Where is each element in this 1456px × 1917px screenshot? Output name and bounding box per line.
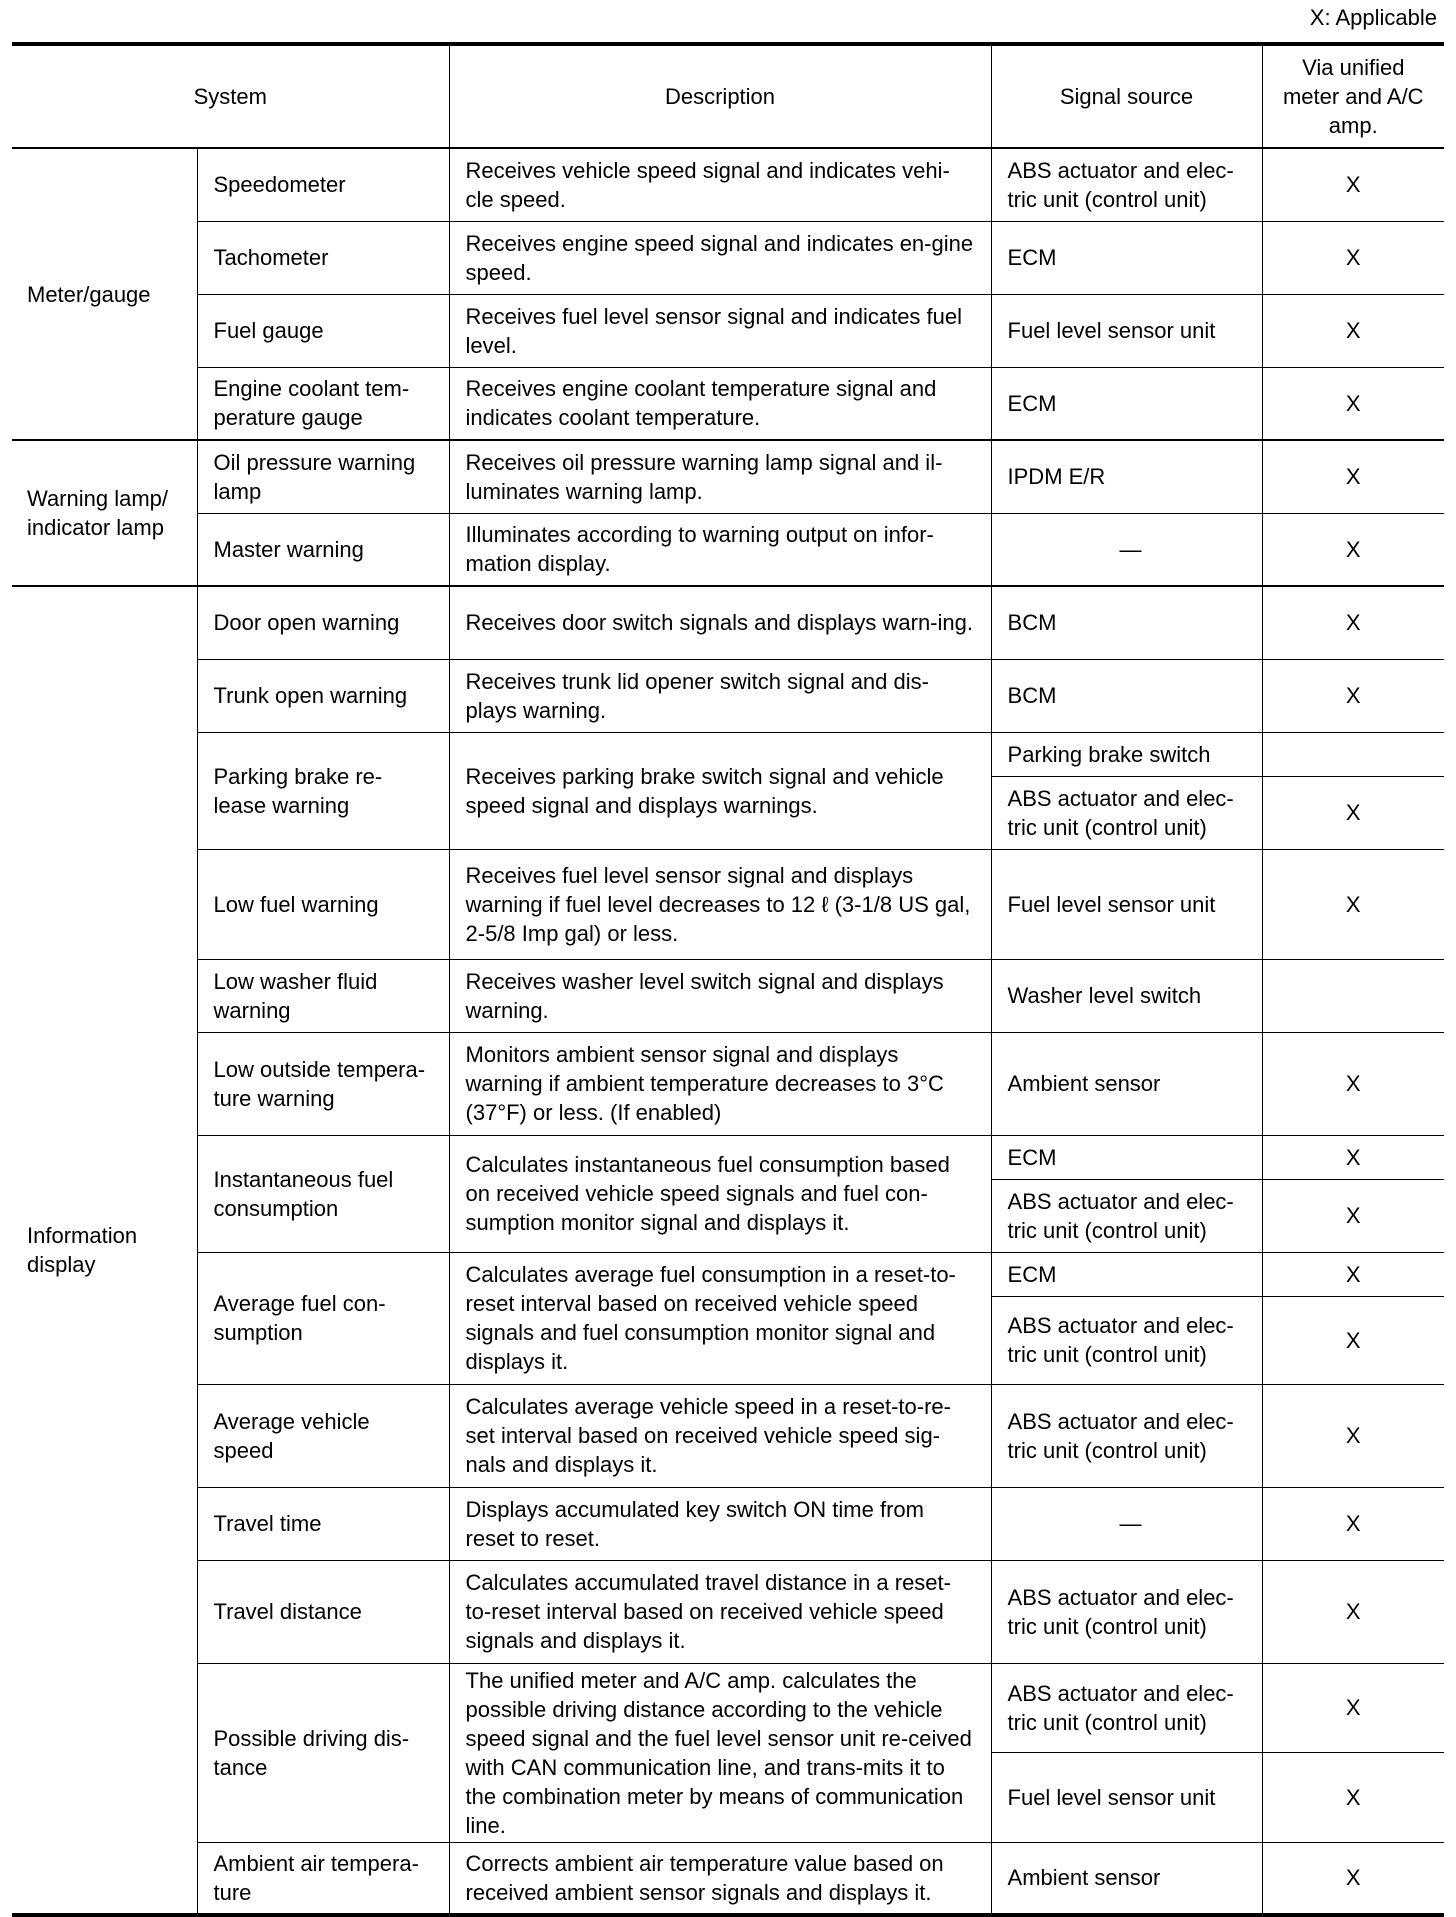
signal-source: Fuel level sensor unit bbox=[991, 849, 1262, 959]
description: Receives door switch signals and displays warn-ing. bbox=[449, 586, 991, 659]
via-applicable-mark: X bbox=[1262, 1032, 1444, 1135]
signal-source: BCM bbox=[991, 586, 1262, 659]
signal-source: IPDM E/R bbox=[991, 440, 1262, 513]
via-applicable-mark bbox=[1262, 732, 1444, 776]
via-applicable-mark: X bbox=[1262, 1753, 1444, 1843]
via-applicable-mark: X bbox=[1262, 1384, 1444, 1487]
signal-source: ABS actuator and elec-tric unit (control unit) bbox=[991, 1296, 1262, 1384]
signal-source: Washer level switch bbox=[991, 959, 1262, 1032]
system-name: Fuel gauge bbox=[197, 294, 449, 367]
via-applicable-mark: X bbox=[1262, 1560, 1444, 1663]
table-row bbox=[12, 1487, 1444, 1560]
via-applicable-mark: X bbox=[1262, 513, 1444, 586]
signal-source: BCM bbox=[991, 659, 1262, 732]
table-row bbox=[12, 513, 1444, 586]
table-row bbox=[12, 959, 1444, 1032]
via-applicable-mark: X bbox=[1262, 1663, 1444, 1753]
group-name: Warning lamp/ indicator lamp bbox=[12, 440, 197, 586]
table-body bbox=[12, 148, 1444, 1915]
description: Calculates instantaneous fuel consumption based on received vehicle speed signals and fuel con-sumption monitor signal and displays it. bbox=[449, 1135, 991, 1252]
via-applicable-mark: X bbox=[1262, 440, 1444, 513]
description: Receives parking brake switch signal and vehicle speed signal and displays warnings. bbox=[449, 732, 991, 849]
system-name: Trunk open warning bbox=[197, 659, 449, 732]
description: Monitors ambient sensor signal and displays warning if ambient temperature decreases to 3°C (37°F) or less. (If enabled) bbox=[449, 1032, 991, 1135]
system-name: Master warning bbox=[197, 513, 449, 586]
signal-source: Parking brake switch bbox=[991, 732, 1262, 776]
table-row bbox=[12, 1135, 1444, 1179]
via-applicable-mark: X bbox=[1262, 367, 1444, 440]
signal-source: Fuel level sensor unit bbox=[991, 1753, 1262, 1843]
table-row bbox=[12, 732, 1444, 776]
table-row bbox=[12, 1560, 1444, 1663]
via-applicable-mark: X bbox=[1262, 1842, 1444, 1915]
system-table bbox=[12, 42, 1444, 1917]
system-name: Travel distance bbox=[197, 1560, 449, 1663]
description: Receives washer level switch signal and displays warning. bbox=[449, 959, 991, 1032]
table-row bbox=[12, 1842, 1444, 1915]
table-row bbox=[12, 294, 1444, 367]
description: Calculates average fuel consumption in a reset-to-reset interval based on received vehicle speed signals and fuel consumption monitor signal and displays it. bbox=[449, 1252, 991, 1384]
via-applicable-mark bbox=[1262, 959, 1444, 1032]
description: Receives oil pressure warning lamp signal and il-luminates warning lamp. bbox=[449, 440, 991, 513]
header-row bbox=[12, 44, 1444, 148]
table-row bbox=[12, 1663, 1444, 1753]
via-applicable-mark: X bbox=[1262, 1252, 1444, 1296]
signal-source: ECM bbox=[991, 1252, 1262, 1296]
signal-source: ABS actuator and elec-tric unit (control unit) bbox=[991, 776, 1262, 849]
system-name: Average fuel con-sumption bbox=[197, 1252, 449, 1384]
via-applicable-mark: X bbox=[1262, 659, 1444, 732]
signal-source: Ambient sensor bbox=[991, 1032, 1262, 1135]
via-applicable-mark: X bbox=[1262, 849, 1444, 959]
signal-source: ECM bbox=[991, 221, 1262, 294]
signal-source: ABS actuator and elec-tric unit (control unit) bbox=[991, 1179, 1262, 1252]
description: Calculates average vehicle speed in a reset-to-re-set interval based on received vehicle speed sig-nals and displays it. bbox=[449, 1384, 991, 1487]
via-applicable-mark: X bbox=[1262, 294, 1444, 367]
description: Receives fuel level sensor signal and displays warning if fuel level decreases to 12 ℓ (3-1/8 US gal, 2-5/8 Imp gal) or less. bbox=[449, 849, 991, 959]
system-name: Average vehicle speed bbox=[197, 1384, 449, 1487]
via-applicable-mark: X bbox=[1262, 148, 1444, 221]
signal-source: — bbox=[991, 1487, 1262, 1560]
description: Receives fuel level sensor signal and indicates fuel level. bbox=[449, 294, 991, 367]
system-name: Possible driving dis-tance bbox=[197, 1663, 449, 1842]
group-name: Meter/gauge bbox=[12, 148, 197, 440]
table-row bbox=[12, 1032, 1444, 1135]
signal-source: ABS actuator and elec-tric unit (control unit) bbox=[991, 1384, 1262, 1487]
signal-source: ECM bbox=[991, 367, 1262, 440]
signal-source: Ambient sensor bbox=[991, 1842, 1262, 1915]
system-name: Tachometer bbox=[197, 221, 449, 294]
via-applicable-mark: X bbox=[1262, 1487, 1444, 1560]
system-name: Instantaneous fuel consumption bbox=[197, 1135, 449, 1252]
description: Receives engine coolant temperature signal and indicates coolant temperature. bbox=[449, 367, 991, 440]
signal-source: ABS actuator and elec-tric unit (control unit) bbox=[991, 1663, 1262, 1753]
header-via: Via unified meter and A/C amp. bbox=[1262, 44, 1444, 148]
group-name: Information display bbox=[12, 586, 197, 1915]
system-name: Low washer fluid warning bbox=[197, 959, 449, 1032]
table-row bbox=[12, 367, 1444, 440]
system-name: Door open warning bbox=[197, 586, 449, 659]
via-applicable-mark: X bbox=[1262, 1296, 1444, 1384]
via-applicable-mark: X bbox=[1262, 586, 1444, 659]
system-name: Engine coolant tem-perature gauge bbox=[197, 367, 449, 440]
description: Calculates accumulated travel distance in a reset-to-reset interval based on received vehicle speed signals and displays it. bbox=[449, 1560, 991, 1663]
via-applicable-mark: X bbox=[1262, 1135, 1444, 1179]
description: Illuminates according to warning output on infor-mation display. bbox=[449, 513, 991, 586]
system-name: Ambient air tempera-ture bbox=[197, 1842, 449, 1915]
via-applicable-mark: X bbox=[1262, 221, 1444, 294]
via-applicable-mark: X bbox=[1262, 776, 1444, 849]
header-signal-source: Signal source bbox=[991, 44, 1262, 148]
description: Displays accumulated key switch ON time from reset to reset. bbox=[449, 1487, 991, 1560]
description: The unified meter and A/C amp. calculates the possible driving distance according to the vehicle speed signal and the fuel level sensor unit re-ceived with CAN communication line, and trans-mits it to the combination meter by means of communication line. bbox=[449, 1663, 991, 1842]
description: Receives engine speed signal and indicates en-gine speed. bbox=[449, 221, 991, 294]
table-row bbox=[12, 1252, 1444, 1296]
legend: X: Applicable bbox=[1309, 5, 1437, 30]
system-name: Speedometer bbox=[197, 148, 449, 221]
description: Corrects ambient air temperature value based on received ambient sensor signals and displays it. bbox=[449, 1842, 991, 1915]
header-system: System bbox=[12, 44, 449, 148]
signal-source: ECM bbox=[991, 1135, 1262, 1179]
table-row bbox=[12, 221, 1444, 294]
table-row bbox=[12, 148, 1444, 221]
description: Receives trunk lid opener switch signal and dis-plays warning. bbox=[449, 659, 991, 732]
table-row bbox=[12, 849, 1444, 959]
signal-source: Fuel level sensor unit bbox=[991, 294, 1262, 367]
table-row bbox=[12, 586, 1444, 659]
system-name: Parking brake re-lease warning bbox=[197, 732, 449, 849]
signal-source: ABS actuator and elec-tric unit (control unit) bbox=[991, 1560, 1262, 1663]
system-name: Low outside tempera-ture warning bbox=[197, 1032, 449, 1135]
header-description: Description bbox=[449, 44, 991, 148]
signal-source: — bbox=[991, 513, 1262, 586]
table-row bbox=[12, 659, 1444, 732]
via-applicable-mark: X bbox=[1262, 1179, 1444, 1252]
table-row bbox=[12, 1384, 1444, 1487]
system-name: Low fuel warning bbox=[197, 849, 449, 959]
table-row bbox=[12, 440, 1444, 513]
system-name: Oil pressure warning lamp bbox=[197, 440, 449, 513]
signal-source: ABS actuator and elec-tric unit (control unit) bbox=[991, 148, 1262, 221]
description: Receives vehicle speed signal and indicates vehi-cle speed. bbox=[449, 148, 991, 221]
system-name: Travel time bbox=[197, 1487, 449, 1560]
